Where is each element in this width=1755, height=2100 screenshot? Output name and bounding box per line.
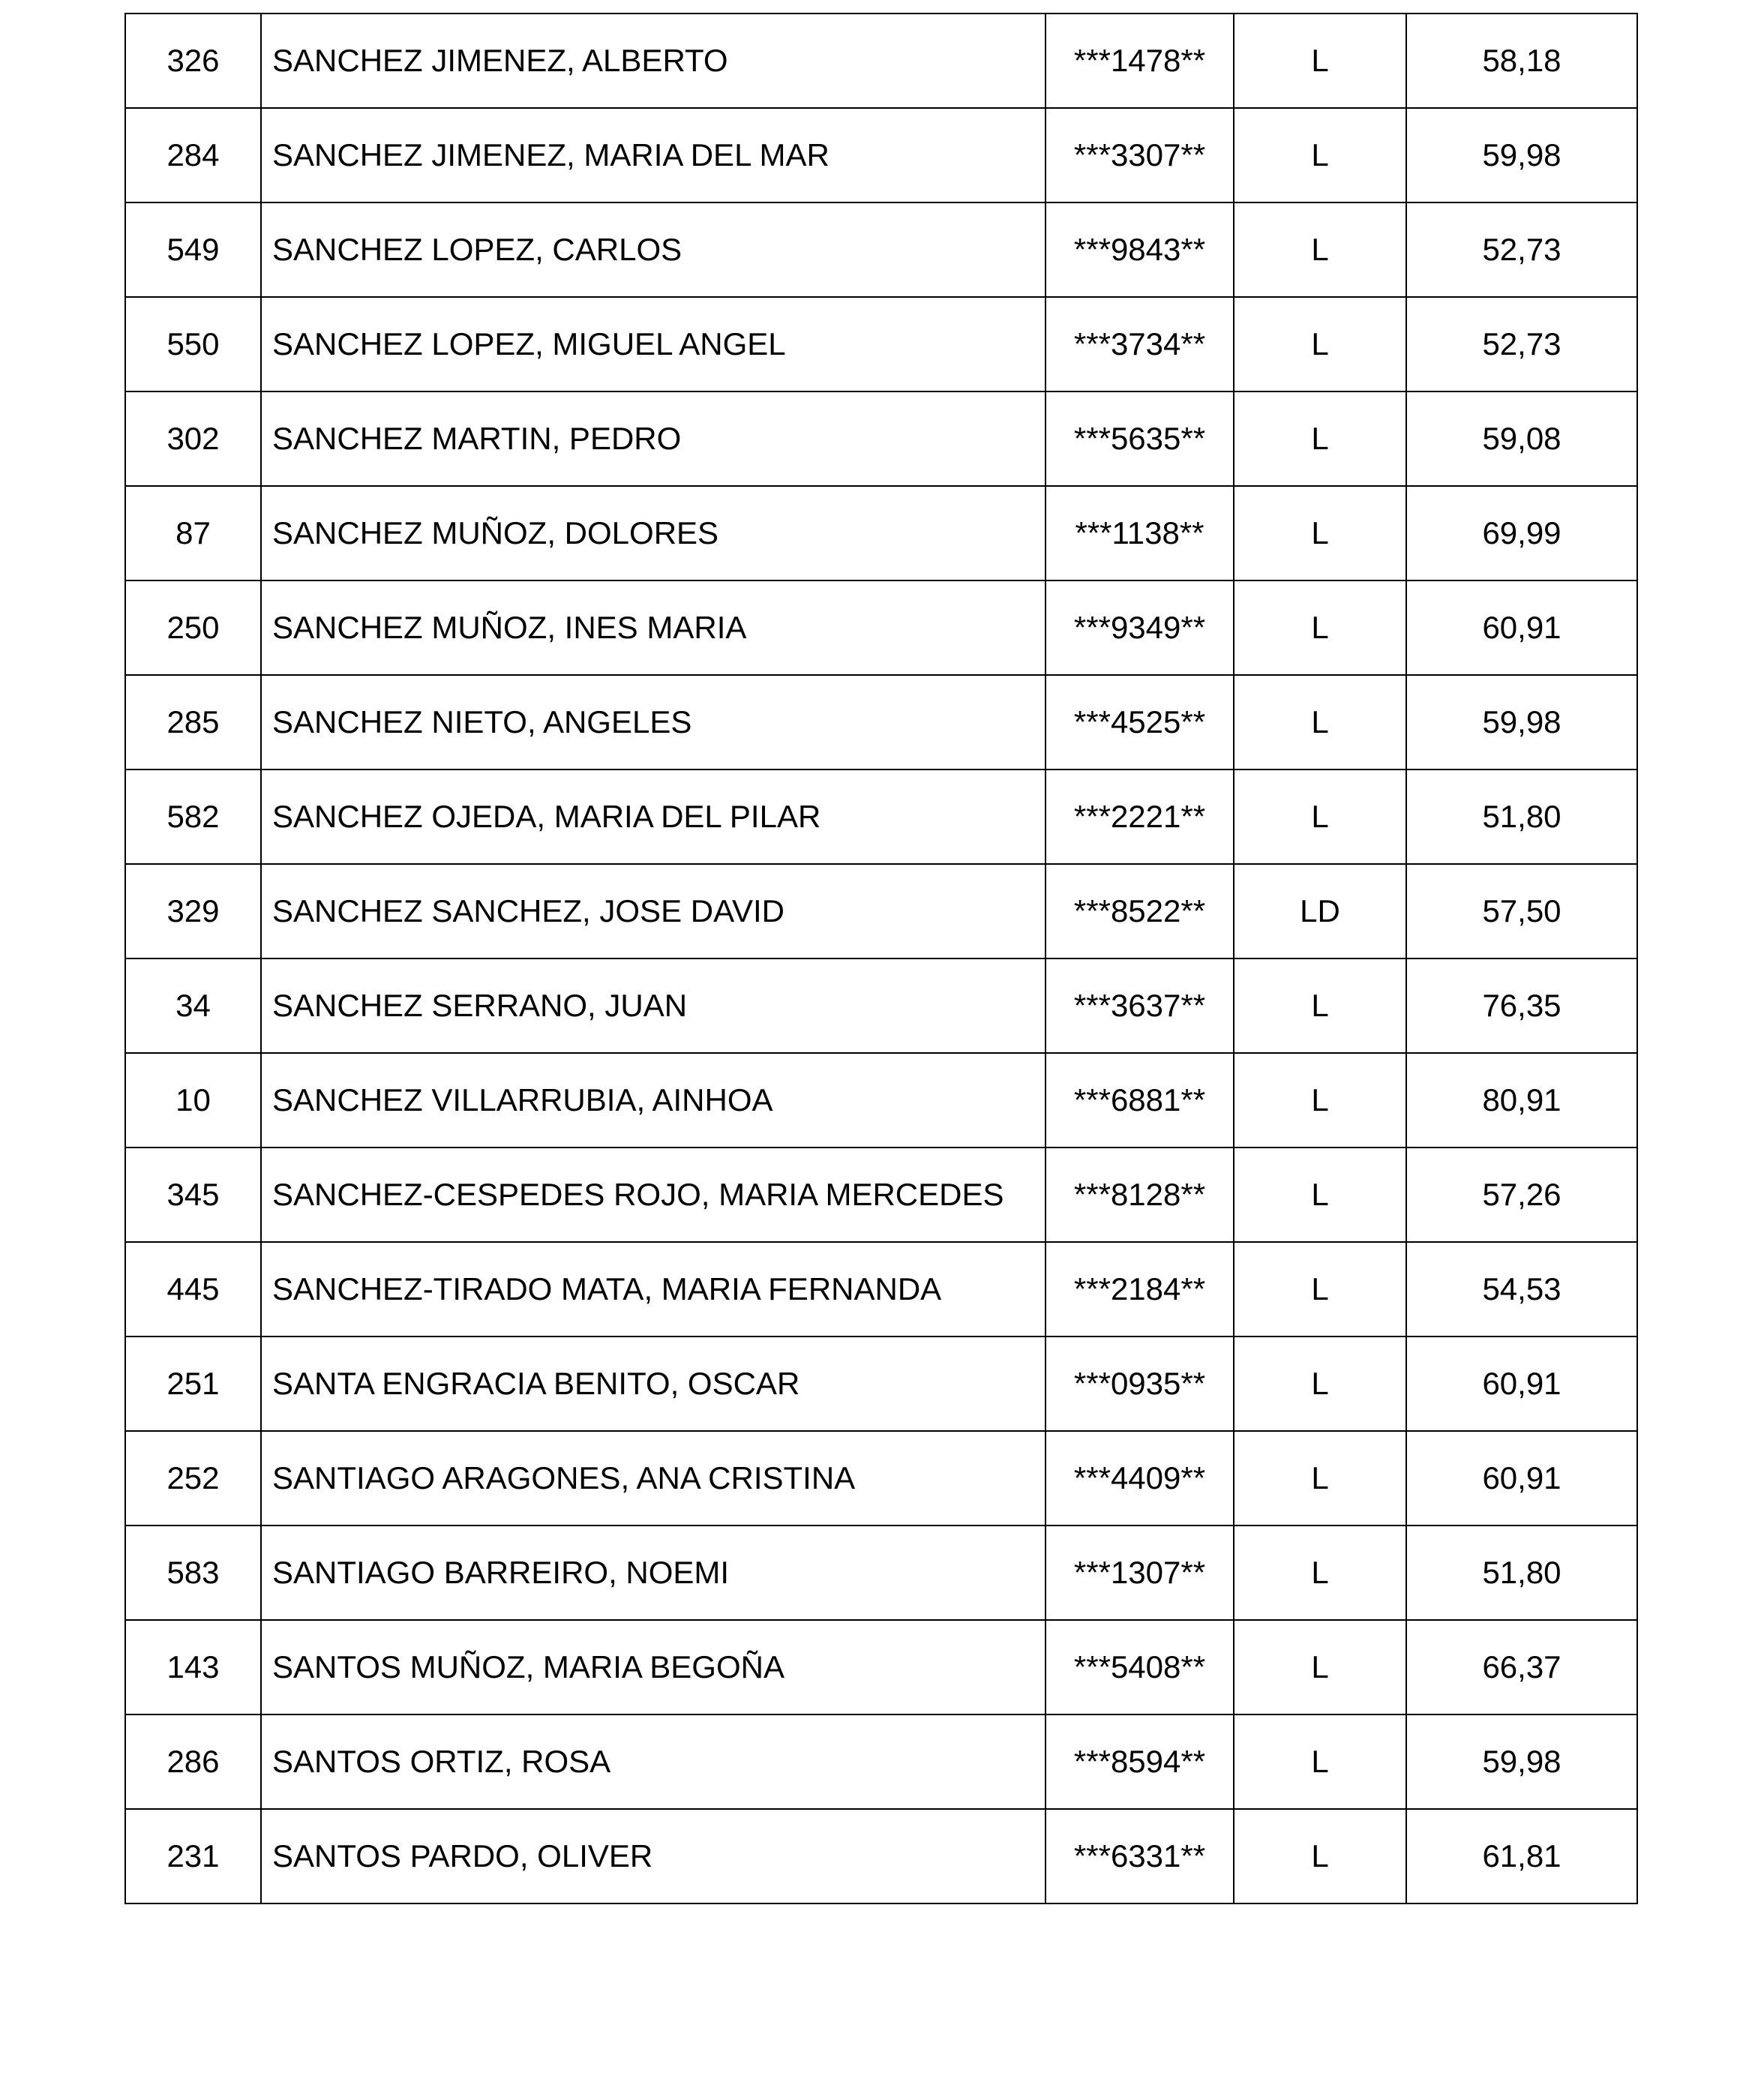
type-cell: L <box>1234 1336 1406 1431</box>
masked-id-cell: ***4409** <box>1046 1431 1234 1526</box>
name-cell: SANCHEZ NIETO, ANGELES <box>261 675 1046 770</box>
score-cell: 54,53 <box>1406 1242 1637 1336</box>
table-row <box>125 864 1637 958</box>
row-number-cell: 10 <box>125 1053 261 1148</box>
row-number-cell: 329 <box>125 864 261 958</box>
score-cell: 52,73 <box>1406 297 1637 392</box>
type-cell: L <box>1234 1242 1406 1336</box>
candidates-table <box>124 13 1638 1904</box>
masked-id-cell: ***3734** <box>1046 297 1234 392</box>
masked-id-cell: ***3307** <box>1046 108 1234 202</box>
table-row <box>125 958 1637 1053</box>
row-number-cell: 583 <box>125 1526 261 1620</box>
name-cell: SANTA ENGRACIA BENITO, OSCAR <box>261 1336 1046 1431</box>
table-row <box>125 1620 1637 1714</box>
masked-id-cell: ***1138** <box>1046 486 1234 580</box>
table-row <box>125 108 1637 202</box>
name-cell: SANTOS PARDO, OLIVER <box>261 1809 1046 1904</box>
score-cell: 52,73 <box>1406 202 1637 297</box>
score-cell: 69,99 <box>1406 486 1637 580</box>
type-cell: L <box>1234 770 1406 864</box>
score-cell: 58,18 <box>1406 14 1637 108</box>
name-cell: SANCHEZ SANCHEZ, JOSE DAVID <box>261 864 1046 958</box>
score-cell: 51,80 <box>1406 770 1637 864</box>
table-row <box>125 486 1637 580</box>
table-row <box>125 14 1637 108</box>
type-cell: L <box>1234 1053 1406 1148</box>
score-cell: 59,98 <box>1406 675 1637 770</box>
table-row <box>125 675 1637 770</box>
type-cell: L <box>1234 1148 1406 1242</box>
type-cell: L <box>1234 14 1406 108</box>
table-row <box>125 1242 1637 1336</box>
type-cell: L <box>1234 1526 1406 1620</box>
type-cell: L <box>1234 675 1406 770</box>
row-number-cell: 231 <box>125 1809 261 1904</box>
type-cell: L <box>1234 580 1406 675</box>
name-cell: SANCHEZ JIMENEZ, ALBERTO <box>261 14 1046 108</box>
type-cell: L <box>1234 958 1406 1053</box>
row-number-cell: 285 <box>125 675 261 770</box>
table-row <box>125 1431 1637 1526</box>
masked-id-cell: ***1478** <box>1046 14 1234 108</box>
name-cell: SANCHEZ-CESPEDES ROJO, MARIA MERCEDES <box>261 1148 1046 1242</box>
score-cell: 76,35 <box>1406 958 1637 1053</box>
table-row <box>125 1714 1637 1809</box>
score-cell: 60,91 <box>1406 580 1637 675</box>
masked-id-cell: ***2221** <box>1046 770 1234 864</box>
name-cell: SANCHEZ MARTIN, PEDRO <box>261 392 1046 486</box>
masked-id-cell: ***9843** <box>1046 202 1234 297</box>
masked-id-cell: ***1307** <box>1046 1526 1234 1620</box>
name-cell: SANCHEZ-TIRADO MATA, MARIA FERNANDA <box>261 1242 1046 1336</box>
row-number-cell: 550 <box>125 297 261 392</box>
type-cell: L <box>1234 108 1406 202</box>
score-cell: 51,80 <box>1406 1526 1637 1620</box>
row-number-cell: 250 <box>125 580 261 675</box>
score-cell: 61,81 <box>1406 1809 1637 1904</box>
masked-id-cell: ***8594** <box>1046 1714 1234 1809</box>
masked-id-cell: ***8128** <box>1046 1148 1234 1242</box>
name-cell: SANCHEZ LOPEZ, CARLOS <box>261 202 1046 297</box>
score-cell: 66,37 <box>1406 1620 1637 1714</box>
table-body <box>125 14 1637 1904</box>
score-cell: 59,08 <box>1406 392 1637 486</box>
masked-id-cell: ***0935** <box>1046 1336 1234 1431</box>
row-number-cell: 143 <box>125 1620 261 1714</box>
row-number-cell: 302 <box>125 392 261 486</box>
type-cell: L <box>1234 392 1406 486</box>
masked-id-cell: ***2184** <box>1046 1242 1234 1336</box>
score-cell: 60,91 <box>1406 1431 1637 1526</box>
masked-id-cell: ***5408** <box>1046 1620 1234 1714</box>
masked-id-cell: ***9349** <box>1046 580 1234 675</box>
table-row <box>125 1053 1637 1148</box>
name-cell: SANCHEZ MUÑOZ, DOLORES <box>261 486 1046 580</box>
name-cell: SANCHEZ MUÑOZ, INES MARIA <box>261 580 1046 675</box>
masked-id-cell: ***5635** <box>1046 392 1234 486</box>
table-row <box>125 580 1637 675</box>
row-number-cell: 286 <box>125 1714 261 1809</box>
table-row <box>125 392 1637 486</box>
row-number-cell: 252 <box>125 1431 261 1526</box>
masked-id-cell: ***4525** <box>1046 675 1234 770</box>
score-cell: 59,98 <box>1406 108 1637 202</box>
type-cell: L <box>1234 297 1406 392</box>
name-cell: SANTIAGO ARAGONES, ANA CRISTINA <box>261 1431 1046 1526</box>
score-cell: 80,91 <box>1406 1053 1637 1148</box>
table-row <box>125 202 1637 297</box>
score-cell: 59,98 <box>1406 1714 1637 1809</box>
row-number-cell: 549 <box>125 202 261 297</box>
name-cell: SANTOS ORTIZ, ROSA <box>261 1714 1046 1809</box>
row-number-cell: 582 <box>125 770 261 864</box>
name-cell: SANCHEZ JIMENEZ, MARIA DEL MAR <box>261 108 1046 202</box>
name-cell: SANCHEZ OJEDA, MARIA DEL PILAR <box>261 770 1046 864</box>
score-cell: 57,50 <box>1406 864 1637 958</box>
table-row <box>125 770 1637 864</box>
table-row <box>125 1336 1637 1431</box>
type-cell: L <box>1234 1809 1406 1904</box>
name-cell: SANCHEZ SERRANO, JUAN <box>261 958 1046 1053</box>
table-row <box>125 297 1637 392</box>
row-number-cell: 284 <box>125 108 261 202</box>
table-row <box>125 1148 1637 1242</box>
type-cell: L <box>1234 1620 1406 1714</box>
row-number-cell: 87 <box>125 486 261 580</box>
row-number-cell: 326 <box>125 14 261 108</box>
name-cell: SANTIAGO BARREIRO, NOEMI <box>261 1526 1046 1620</box>
type-cell: L <box>1234 202 1406 297</box>
name-cell: SANCHEZ VILLARRUBIA, AINHOA <box>261 1053 1046 1148</box>
row-number-cell: 34 <box>125 958 261 1053</box>
row-number-cell: 251 <box>125 1336 261 1431</box>
type-cell: L <box>1234 1431 1406 1526</box>
row-number-cell: 345 <box>125 1148 261 1242</box>
table-row <box>125 1809 1637 1904</box>
type-cell: LD <box>1234 864 1406 958</box>
type-cell: L <box>1234 486 1406 580</box>
name-cell: SANCHEZ LOPEZ, MIGUEL ANGEL <box>261 297 1046 392</box>
masked-id-cell: ***3637** <box>1046 958 1234 1053</box>
score-cell: 57,26 <box>1406 1148 1637 1242</box>
table-row <box>125 1526 1637 1620</box>
name-cell: SANTOS MUÑOZ, MARIA BEGOÑA <box>261 1620 1046 1714</box>
type-cell: L <box>1234 1714 1406 1809</box>
score-cell: 60,91 <box>1406 1336 1637 1431</box>
masked-id-cell: ***6331** <box>1046 1809 1234 1904</box>
row-number-cell: 445 <box>125 1242 261 1336</box>
masked-id-cell: ***6881** <box>1046 1053 1234 1148</box>
masked-id-cell: ***8522** <box>1046 864 1234 958</box>
